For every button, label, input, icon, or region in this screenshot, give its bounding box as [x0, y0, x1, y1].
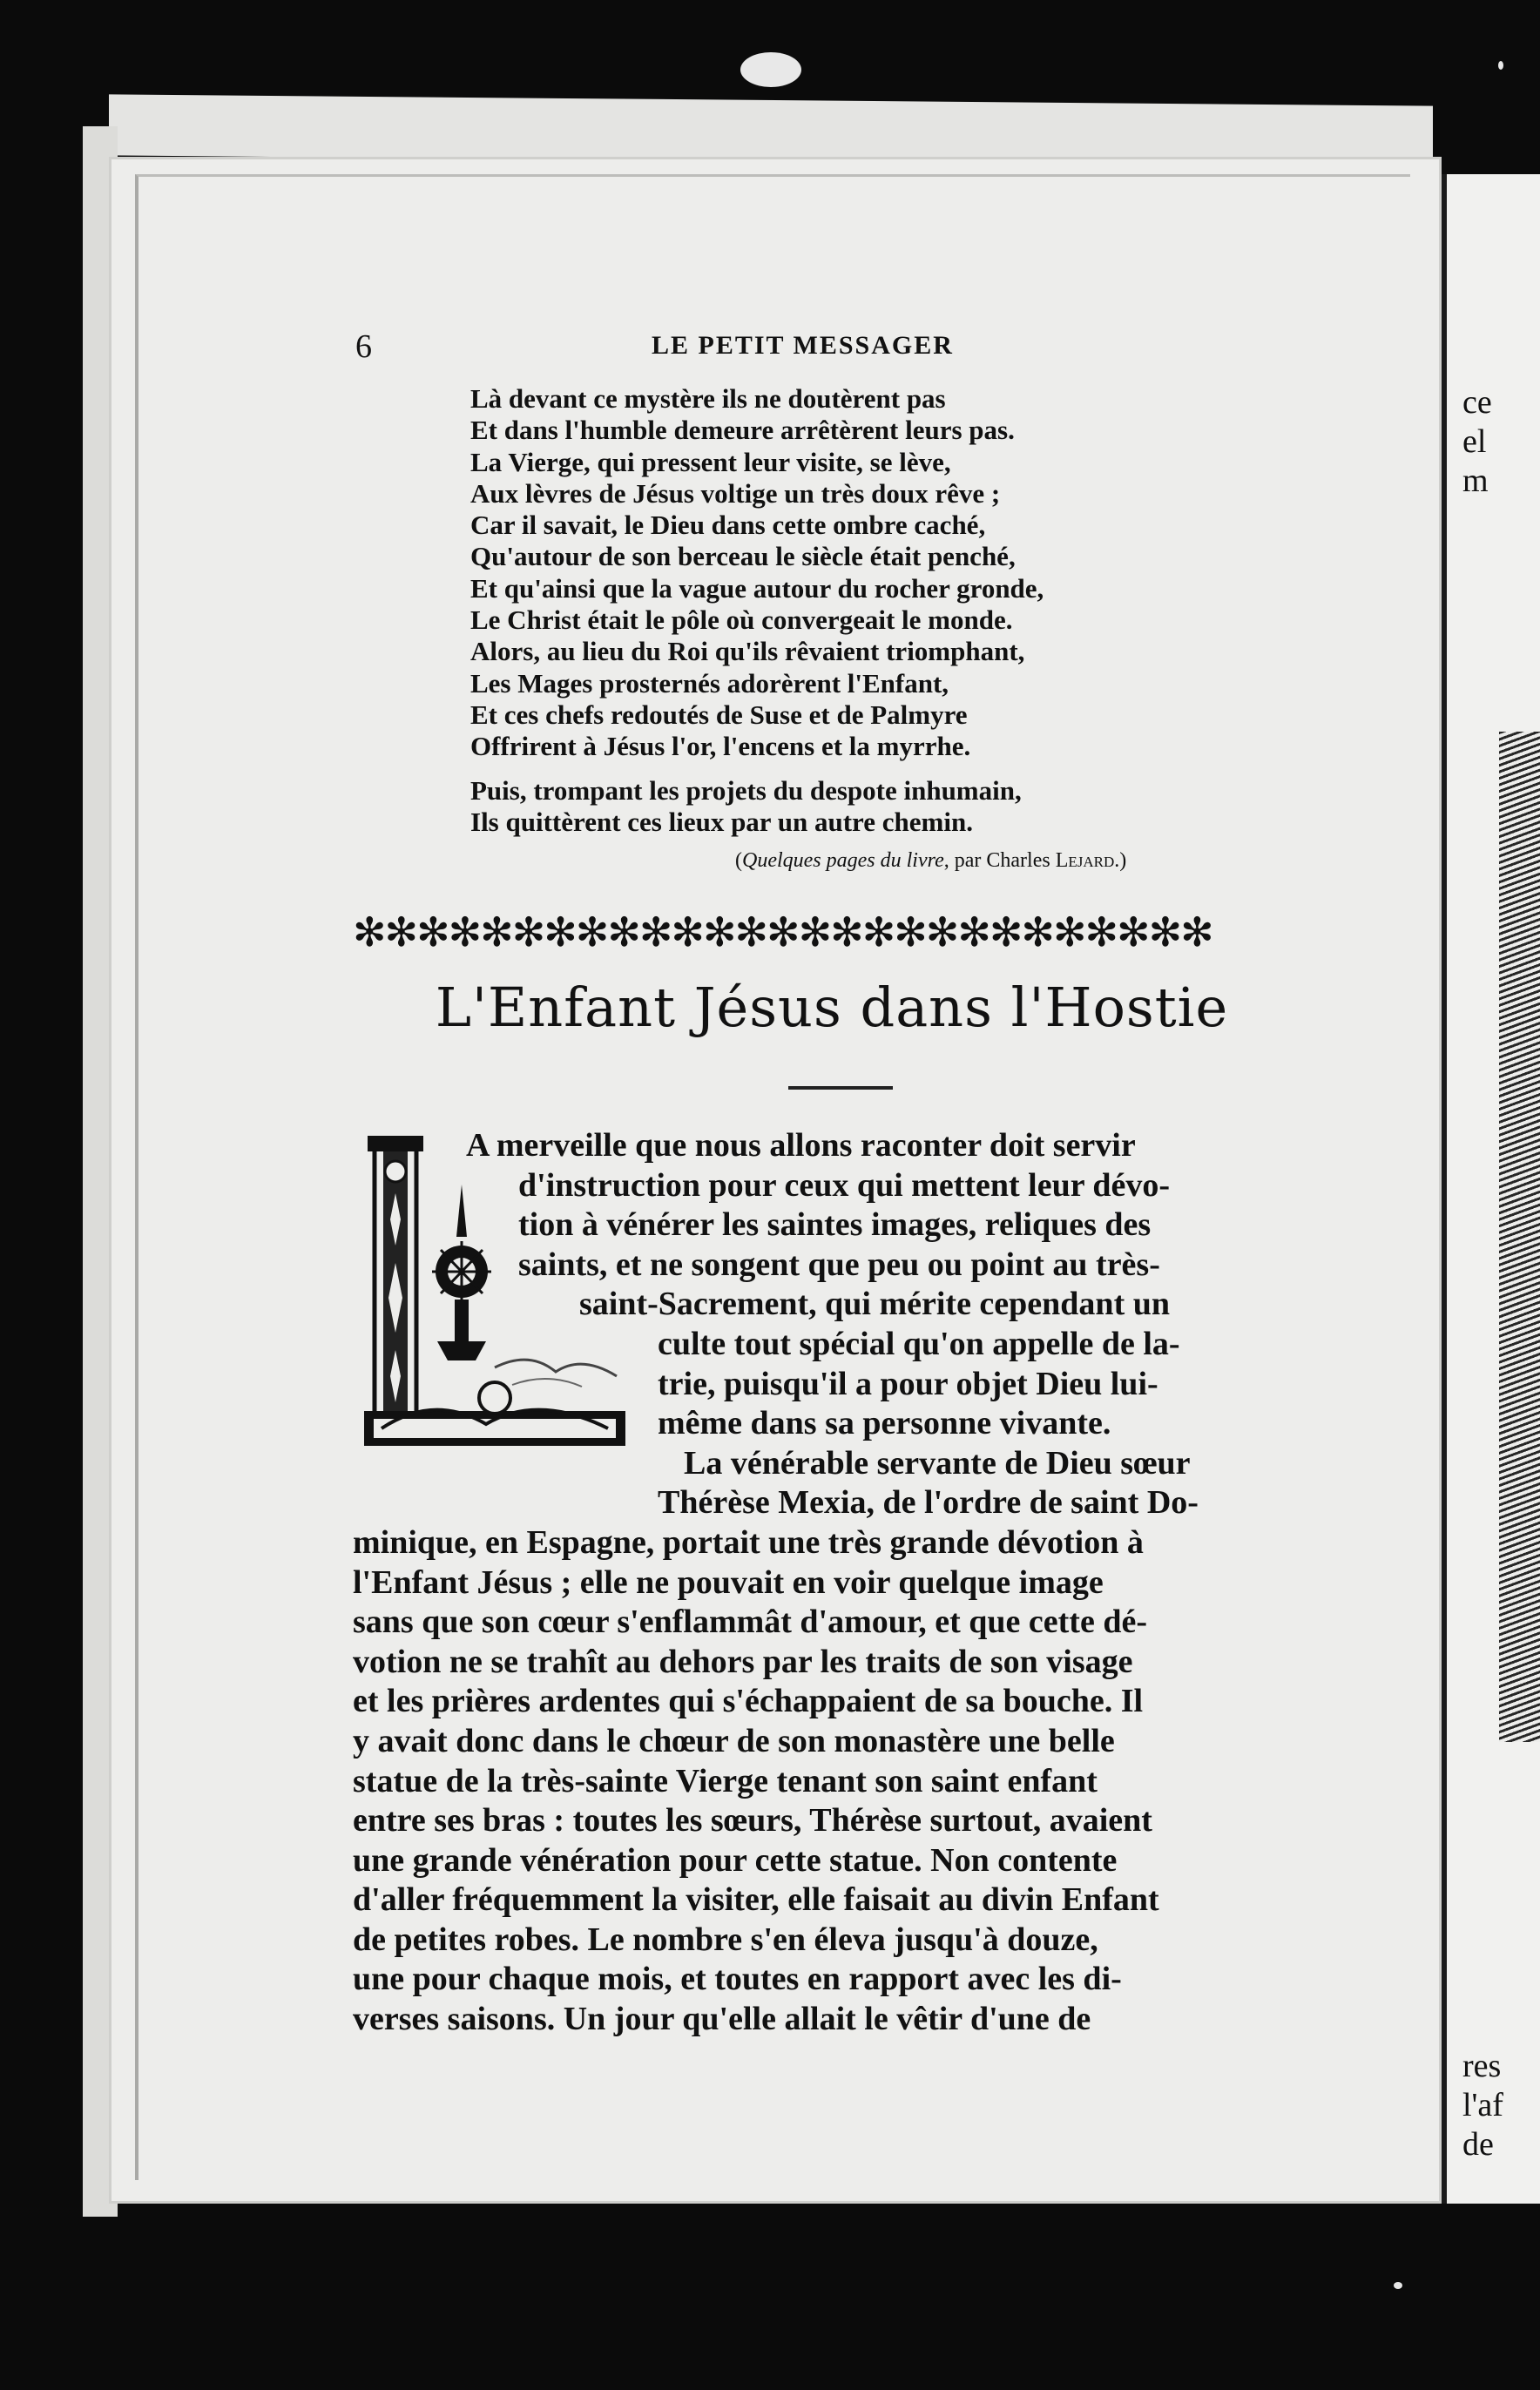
poem-line: Et dans l'humble demeure arrêtèrent leurs pas.: [470, 415, 1015, 446]
body-line-text: votion ne se trahît au dehors par les traits de son visage: [353, 1643, 1133, 1680]
article-body: [353, 1126, 1311, 2040]
body-line-text: de petites robes. Le nombre s'en éleva jusqu'à douze,: [353, 1921, 1098, 1958]
body-line-text: même dans sa personne vivante.: [658, 1405, 1111, 1442]
scan-speck: [740, 52, 801, 87]
engraving-illustration: [1499, 732, 1540, 1742]
body-line: [353, 1563, 1311, 1603]
body-line-text: culte tout spécial qu'on appelle de la-: [658, 1325, 1180, 1362]
next-page-fragment: res: [1462, 2048, 1502, 2084]
next-page-fragment: m: [1462, 462, 1489, 499]
body-line: [353, 1841, 1311, 1881]
body-line: [353, 1682, 1311, 1722]
title-rule: [788, 1086, 893, 1090]
poem-line: Offrirent à Jésus l'or, l'encens et la myrrhe.: [470, 731, 971, 762]
body-line-text: une grande vénération pour cette statue. Non contente: [353, 1841, 1118, 1879]
page-number: 6: [355, 328, 372, 365]
body-line: [353, 1880, 1311, 1921]
body-line-text: y avait donc dans le chœur de son monastère une belle: [353, 1722, 1115, 1759]
next-page-fragment: de: [1462, 2126, 1494, 2163]
body-line-text: l'Enfant Jésus ; elle ne pouvait en voir quelque image: [353, 1563, 1104, 1601]
poem-line: Car il savait, le Dieu dans cette ombre caché,: [470, 510, 986, 541]
scan-speck: [1394, 2282, 1402, 2289]
running-header: [355, 327, 1314, 366]
poem-line: Le Christ était le pôle où convergeait le monde.: [470, 604, 1013, 636]
body-line: [353, 1166, 1311, 1206]
body-line-text: tion à vénérer les saintes images, reliques des: [518, 1206, 1152, 1244]
poem-line: Qu'autour de son berceau le siècle était penché,: [470, 541, 1016, 572]
next-page-fragment: ce: [1462, 384, 1492, 421]
body-line-text: La vénérable servante de Dieu sœur: [684, 1444, 1191, 1482]
body-line-text: saints, et ne songent que peu ou point au très-: [518, 1246, 1160, 1283]
body-line-text: verses saisons. Un jour qu'elle allait le vêtir d'une de: [353, 2001, 1091, 2038]
body-line-text: A merveille que nous allons raconter doit servir: [466, 1127, 1136, 1164]
body-line-text: d'instruction pour ceux qui mettent leur dévo-: [518, 1166, 1171, 1204]
poem-line: La Vierge, qui pressent leur visite, se lève,: [470, 446, 951, 477]
next-page-fragment: el: [1462, 423, 1487, 460]
attribution-paren: (: [735, 849, 742, 872]
body-line-text: entre ses bras : toutes les sœurs, Thérèse surtout, avaient: [353, 1802, 1152, 1840]
article-title: L'Enfant Jésus dans l'Hostie: [435, 976, 1229, 1039]
body-line: [353, 1246, 1311, 1286]
body-line: [353, 1762, 1311, 1802]
body-line: [353, 1404, 1311, 1444]
body-line: [353, 1285, 1311, 1325]
body-line-text: une pour chaque mois, et toutes en rapport avec les di-: [353, 1961, 1122, 1998]
poem-line: Et qu'ainsi que la vague autour du rocher gronde,: [470, 572, 1044, 604]
attribution-author: Lejard: [1055, 849, 1115, 872]
body-line: [353, 1722, 1311, 1762]
poem-line: Les Mages prosternés adorèrent l'Enfant,: [470, 667, 949, 699]
body-line: [353, 1960, 1311, 2000]
next-page-sliver: [1442, 174, 1540, 2204]
poem-line: Alors, au lieu du Roi qu'ils rêvaient triomphant,: [470, 636, 1025, 667]
body-line: [353, 1483, 1311, 1523]
attribution-by: , par Charles: [943, 849, 1056, 872]
body-line: [353, 1325, 1311, 1365]
body-line-text: trie, puisqu'il a pour objet Dieu lui-: [658, 1365, 1158, 1402]
body-line: [353, 1205, 1311, 1246]
poem-line: Là devant ce mystère ils ne doutèrent pas: [470, 383, 946, 414]
body-line: [353, 1523, 1311, 1563]
body-line: [353, 1603, 1311, 1643]
attribution-paren: .): [1114, 849, 1127, 872]
next-page-fragment: l'af: [1462, 2087, 1503, 2123]
body-line: [353, 2000, 1311, 2040]
poem-line: Puis, trompant les projets du despote inhumain,: [470, 774, 1022, 806]
poem-line: Et ces chefs redoutés de Suse et de Palmyre: [470, 699, 968, 730]
body-line-text: saint-Sacrement, qui mérite cependant un: [579, 1286, 1170, 1323]
body-line-text: sans que son cœur s'enflammât d'amour, et que cette dé-: [353, 1603, 1147, 1641]
poem-line: Aux lèvres de Jésus voltige un très doux rêve ;: [470, 477, 1001, 509]
body-line-text: minique, en Espagne, portait une très grande dévotion à: [353, 1523, 1144, 1561]
scan-speck: [1498, 61, 1503, 70]
poem-line: Ils quittèrent ces lieux par un autre chemin.: [470, 806, 973, 837]
body-line-text: Thérèse Mexia, de l'ordre de saint Do-: [658, 1484, 1199, 1522]
star-divider: ✻✻✻✻✻✻✻✻✻✻✻✻✻✻✻✻✻✻✻✻✻✻✻✻✻✻✻: [353, 908, 1212, 955]
body-line-text: d'aller fréquemment la visiter, elle faisait au divin Enfant: [353, 1881, 1159, 1919]
body-line-text: et les prières ardentes qui s'échappaient de sa bouche. Il: [353, 1683, 1144, 1720]
poem-attribution: [735, 849, 1126, 873]
running-title: LE PETIT MESSAGER: [652, 331, 954, 360]
body-line: [353, 1444, 1311, 1484]
attribution-work: Quelques pages du livre: [742, 849, 944, 872]
body-line: [353, 1365, 1311, 1405]
poem: [470, 383, 1280, 838]
stanza-gap: [470, 763, 1280, 775]
body-line: [353, 1643, 1311, 1683]
body-line: [353, 1921, 1311, 1961]
body-line: [353, 1801, 1311, 1841]
body-line: [353, 1126, 1311, 1166]
body-line-text: statue de la très-sainte Vierge tenant son saint enfant: [353, 1762, 1098, 1799]
